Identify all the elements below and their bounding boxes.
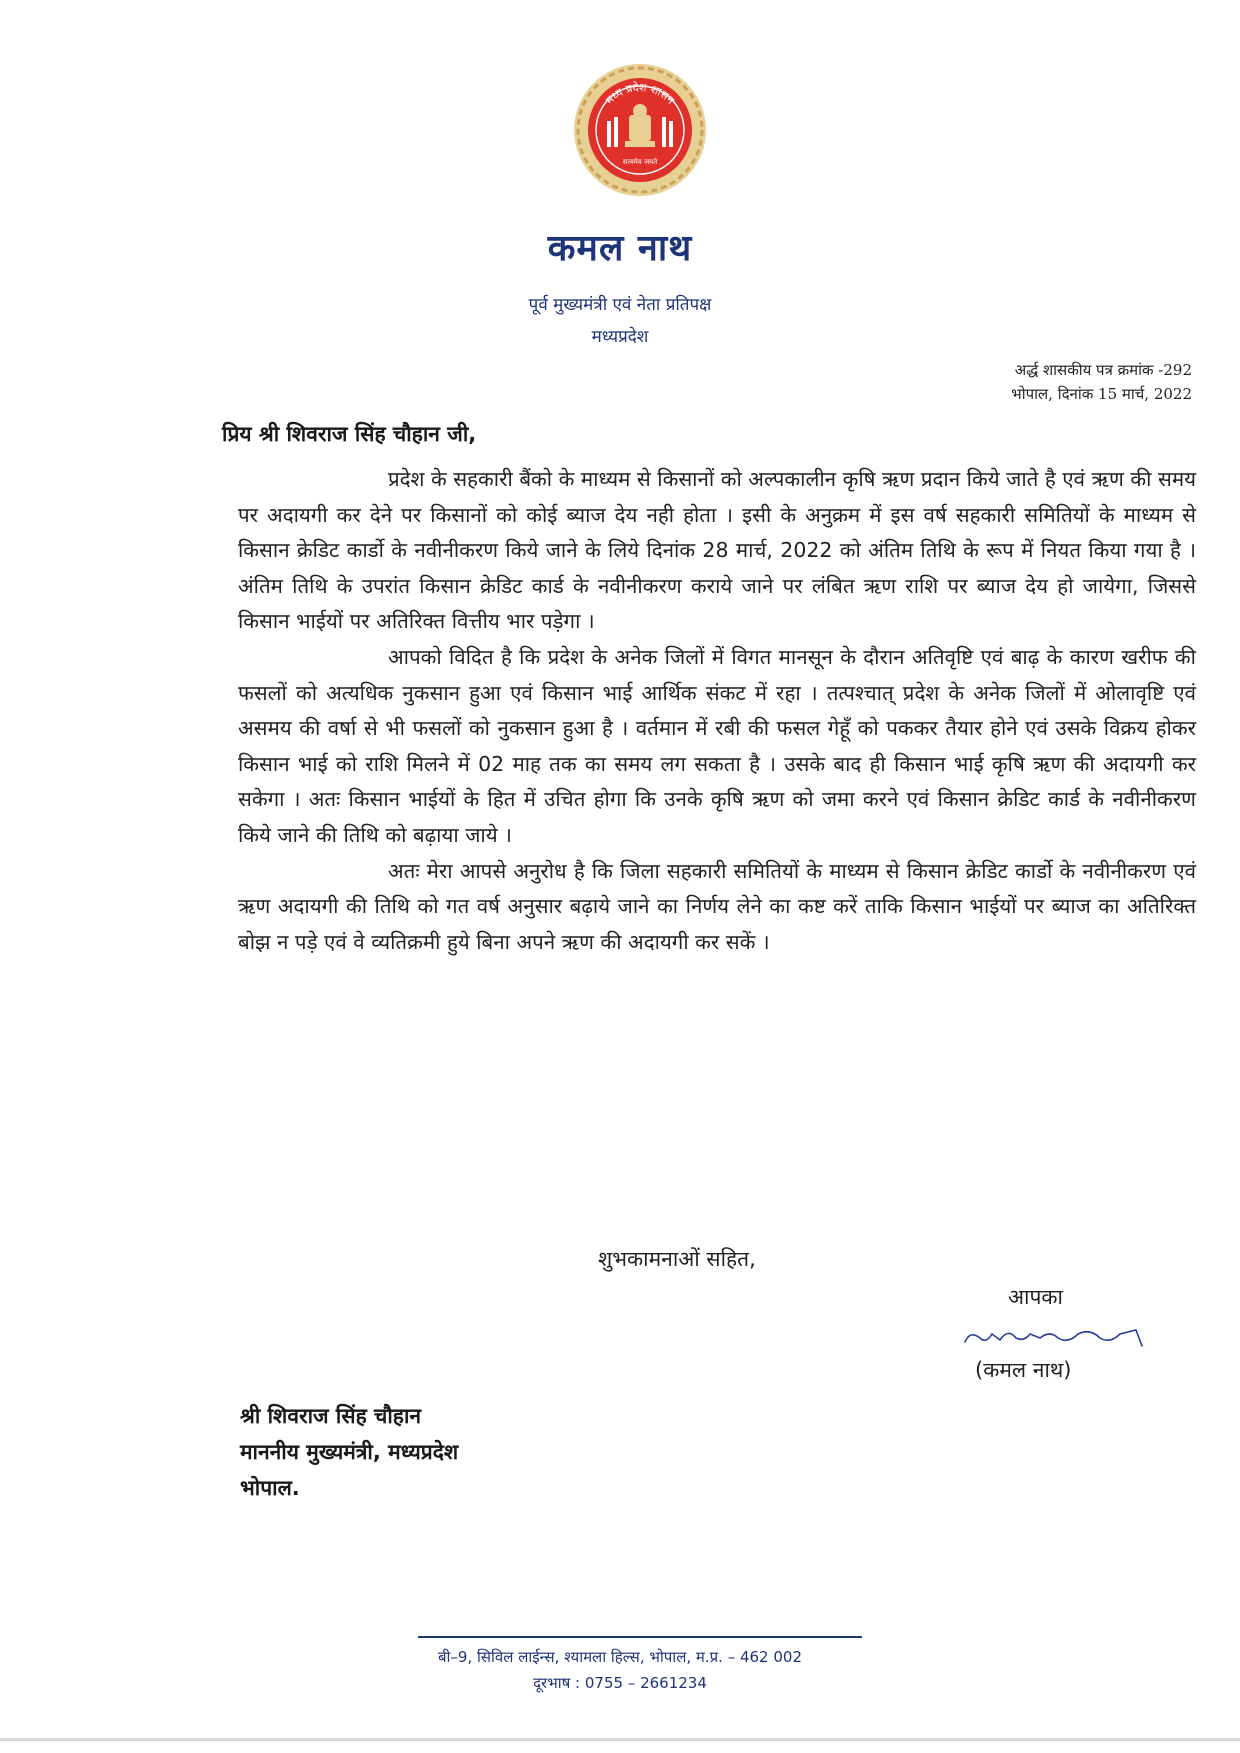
sender-state: मध्यप्रदेश (591, 327, 649, 347)
reference-block (1011, 358, 1192, 406)
footer-phone: दूरभाष : 0755 – 2661234 (533, 1674, 707, 1692)
emblem-top-text: मध्य प्रदेश शासन (603, 80, 677, 107)
madhya-pradesh-emblem-icon (573, 63, 707, 197)
sender-designation: पूर्व मुख्यमंत्री एवं नेता प्रतिपक्ष (528, 295, 712, 315)
handwritten-signature-icon (960, 1316, 1160, 1356)
letter-body (238, 462, 1196, 960)
addressee-title: माननीय मुख्यमंत्री, मध्यप्रदेश (240, 1440, 459, 1464)
signatory-name: (कमल नाथ) (975, 1358, 1072, 1382)
sender-name: कमल नाथ (547, 228, 693, 269)
salutation: प्रिय श्री शिवराज सिंह चौहान जी, (222, 422, 477, 446)
page-bottom-edge (0, 1738, 1240, 1741)
place-date: भोपाल, दिनांक 15 मार्च, 2022 (1011, 385, 1192, 403)
paragraph: प्रदेश के सहकारी बैंको के माध्यम से किसानों को अल्पकालीन कृषि ऋण प्रदान किये जाते है एवं ऋण की समय पर अदायगी कर देने पर किसानों को कोई ब्याज देय नही होता । इसी के अनुक्रम में इस वर्ष सहकारी समितियों के माध्यम से किसान क्रेडिट कार्डो के नवीनीकरण किये जाने के लिये दिनांक 28 मार्च, 2022 को अंतिम तिथि के रूप में नियत किया गया है । अंतिम तिथि के उपरांत किसान क्रेडिट कार्ड के नवीनीकरण कराये जाने पर लंबित ऋण राशि पर ब्याज देय हो जायेगा, जिससे किसान भाईयों पर अतिरिक्त वित्तीय भार पड़ेगा । (238, 467, 1196, 634)
yours-label: आपका (1008, 1285, 1063, 1309)
paragraph: आपको विदित है कि प्रदेश के अनेक जिलों में विगत मानसून के दौरान अतिवृष्टि एवं बाढ़ के कारण खरीफ की फसलों को अत्यधिक नुकसान हुआ एवं किसान भाई आर्थिक संकट में रहा । तत्पश्चात् प्रदेश के अनेक जिलों में ओलावृष्टि एवं असमय की वर्षा से भी फसलों को नुकसान हुआ है । वर्तमान में रबी की फसल गेहूँ को पककर तैयार होने एवं उसके विक्रय होकर किसान भाई को राशि मिलने में 02 माह तक का समय लग सकता है । उसके बाद ही किसान भाई कृषि ऋण की अदायगी कर सकेगा । अतः किसान भाईयों के हित में उचित होगा कि उनके कृषि ऋण को जमा करने एवं किसान क्रेडिट कार्ड के नवीनीकरण किये जाने की तिथि को बढ़ाया जाये । (238, 644, 1196, 847)
addressee-city: भोपाल. (240, 1476, 300, 1500)
closing-greeting: शुभकामनाओं सहित, (598, 1247, 756, 1271)
letter-number: अर्द्ध शासकीय पत्र क्रमांक -292 (1014, 361, 1192, 379)
footer-address: बी–9, सिविल लाईन्स, श्यामला हिल्स, भोपाल, म.प्र. – 462 002 (437, 1648, 803, 1666)
addressee-name: श्री शिवराज सिंह चौहान (240, 1404, 422, 1428)
footer-divider (418, 1636, 862, 1638)
emblem-bottom-text: सत्यमेव जयते (622, 158, 658, 166)
addressee-block (240, 1398, 458, 1506)
paragraph: अतः मेरा आपसे अनुरोध है कि जिला सहकारी समितियों के माध्यम से किसान क्रेडिट कार्डो के नवीनीकरण एवं ऋण अदायगी की तिथि को गत वर्ष अनुसार बढ़ाये जाने का निर्णय लेने का कष्ट करें ताकि किसान भाईयों पर ब्याज का अतिरिक्त बोझ न पड़े एवं वे व्यतिक्रमी हुये बिना अपने ऋण की अदायगी कर सकें । (238, 858, 1196, 954)
